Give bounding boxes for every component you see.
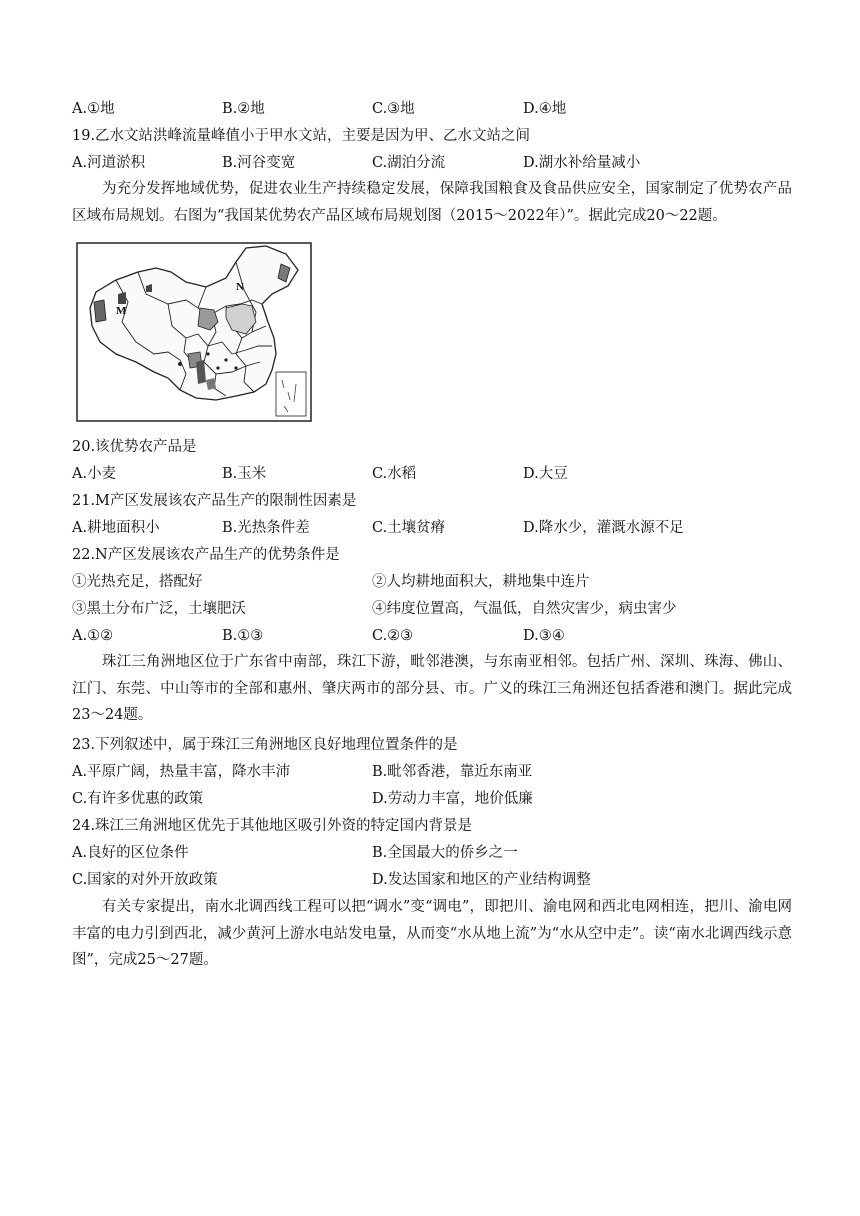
q21-option-a: A.耕地面积小 [72, 520, 160, 536]
q22-item-4: ④纬度位置高，气温低，自然灾害少，病虫害少 [372, 601, 677, 617]
q23-option-c: C.有许多优惠的政策 [72, 791, 204, 807]
q22-item-3: ③黑土分布广泛，土壤肥沃 [72, 601, 246, 617]
q22-option-d: D.③④ [523, 628, 565, 644]
q19-option-d: D.湖水补给量减小 [523, 155, 641, 171]
q20-option-d: D.大豆 [523, 466, 568, 482]
q23-stem: 23.下列叙述中，属于珠江三角洲地区良好地理位置条件的是 [72, 737, 458, 753]
q22-option-b: B.①③ [222, 628, 264, 644]
q18-option-a: A.①地 [72, 101, 115, 117]
q23-option-b: B.毗邻香港，靠近东南亚 [372, 764, 533, 780]
intro-20-22: 为充分发挥地域优势，促进农业生产持续稳定发展，保障我国粮食及食品供应安全，国家制定了优势农产品区域布局规划。右图为“我国某优势农产品区域布局规划图（2015～2022年）”。据此完成20～22题。 [72, 181, 792, 224]
q21-option-b: B.光热条件差 [222, 520, 310, 536]
q20-option-a: A.小麦 [72, 466, 117, 482]
q19-option-a: A.河道淤积 [72, 155, 146, 171]
q18-option-d: D.④地 [523, 101, 567, 117]
map-label-m: M [116, 305, 127, 317]
q21-option-c: C.土壤贫瘠 [372, 520, 446, 536]
q24-option-b: B.全国最大的侨乡之一 [372, 845, 518, 861]
q24-stem: 24.珠江三角洲地区优先于其他地区吸引外资的特定国内背景是 [72, 818, 473, 834]
q21-stem: 21.M产区发展该农产品生产的限制性因素是 [72, 493, 357, 509]
q24-option-d: D.发达国家和地区的产业结构调整 [372, 872, 591, 888]
q22-item-1: ①光热充足，搭配好 [72, 574, 203, 590]
q20-stem: 20.该优势农产品是 [72, 439, 197, 455]
q21-option-d: D.降水少，灌溉水源不足 [523, 520, 684, 536]
q22-option-a: A.①② [72, 628, 114, 644]
q20-option-b: B.玉米 [222, 466, 267, 482]
q18-option-b: B.②地 [222, 101, 265, 117]
q22-option-c: C.②③ [372, 628, 414, 644]
intro-23-24: 珠江三角洲地区位于广东省中南部，珠江下游，毗邻港澳，与东南亚相邻。包括广州、深圳、珠海、佛山、江门、东莞、中山等市的全部和惠州、肇庆两市的部分县、市。广义的珠江三角洲还包括香港和澳门。据此完成23～24题。 [72, 654, 792, 723]
china-map-figure [76, 242, 312, 422]
map-label-n: N [236, 281, 244, 293]
q23-option-a: A.平原广阔，热量丰富，降水丰沛 [72, 764, 291, 780]
q22-stem: 22.N产区发展该农产品生产的优势条件是 [72, 547, 340, 563]
q18-option-c: C.③地 [372, 101, 415, 117]
q19-stem: 19.乙水文站洪峰流量峰值小于甲水文站，主要是因为甲、乙水文站之间 [72, 128, 531, 144]
q24-option-c: C.国家的对外开放政策 [72, 872, 218, 888]
q23-option-d: D.劳动力丰富，地价低廉 [372, 791, 533, 807]
q22-item-2: ②人均耕地面积大，耕地集中连片 [372, 574, 590, 590]
q20-option-c: C.水稻 [372, 466, 417, 482]
q19-option-b: B.河谷变宽 [222, 155, 296, 171]
q24-option-a: A.良好的区位条件 [72, 845, 189, 861]
q19-option-c: C.湖泊分流 [372, 155, 446, 171]
intro-25-27: 有关专家提出，南水北调西线工程可以把“调水”变“调电”，即把川、渝电网和西北电网相连，把川、渝电网丰富的电力引到西北，减少黄河上游水电站发电量，从而变“水从地上流”为“水从空中走”。读“南水北调西线示意图”，完成25～27题。 [72, 899, 792, 968]
